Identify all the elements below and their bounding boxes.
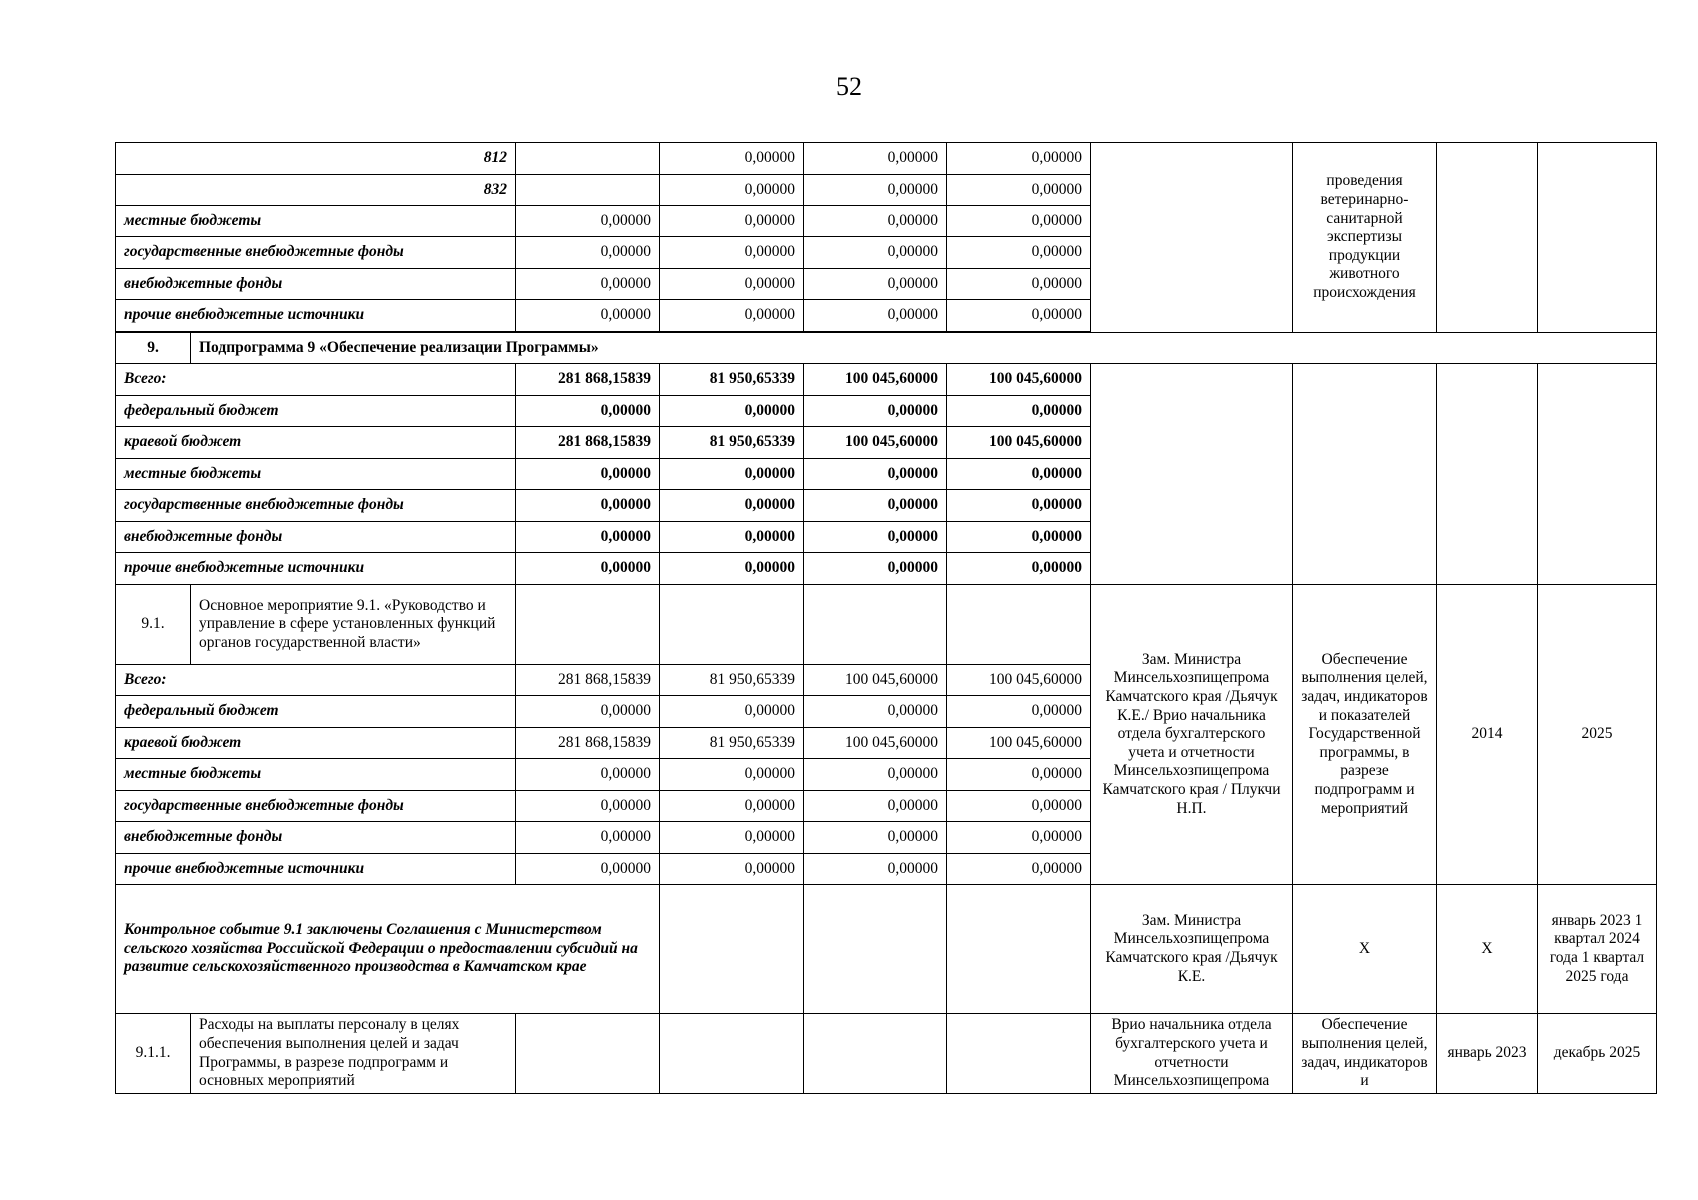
activity-row bbox=[116, 1014, 1657, 1094]
control-event-text: Контрольное событие 9.1 заключены Соглашения с Министерством сельского хозяйства Российской Федерации о предоставлении субсидий на развитие сельскохозяйственного производства в Камчатском крае bbox=[116, 885, 660, 1014]
table-row: федеральный бюджет 0,00000 0,00000 0,00000 0,00000 bbox=[116, 396, 1657, 427]
table-row: прочие внебюджетные источники 0,00000 0,00000 0,00000 0,00000 bbox=[116, 854, 1657, 885]
table-row: государственные внебюджетные фонды 0,00000 0,00000 0,00000 0,00000 bbox=[116, 237, 1657, 269]
table-row: внебюджетные фонды 0,00000 0,00000 0,00000 0,00000 bbox=[116, 269, 1657, 300]
table-row: 812 0,00000 0,00000 0,00000 проведения ветеринарно-санитарной экспертизы продукции животного происхождения bbox=[116, 143, 1657, 175]
table-row: местные бюджеты 0,00000 0,00000 0,00000 0,00000 bbox=[116, 759, 1657, 791]
table-row: внебюджетные фонды 0,00000 0,00000 0,00000 0,00000 bbox=[116, 822, 1657, 854]
responsible-cell: Зам. Министра Минсельхозпищепрома Камчатского края /Дьячук К.Е. bbox=[1091, 885, 1293, 1014]
table-row: государственные внебюджетные фонды 0,00000 0,00000 0,00000 0,00000 bbox=[116, 490, 1657, 522]
table-row: краевой бюджет 281 868,15839 81 950,65339 100 045,60000 100 045,60000 bbox=[116, 427, 1657, 459]
table-row: местные бюджеты 0,00000 0,00000 0,00000 0,00000 bbox=[116, 459, 1657, 490]
table-row: местные бюджеты 0,00000 0,00000 0,00000 0,00000 bbox=[116, 206, 1657, 237]
activity-title: Основное мероприятие 9.1. «Руководство и управление в сфере установленных функций органов государственной власти» bbox=[191, 585, 516, 665]
table-row: прочие внебюджетные источники 0,00000 0,00000 0,00000 0,00000 bbox=[116, 553, 1657, 585]
activity-number: 9.1.1. bbox=[116, 1014, 191, 1094]
table-row: федеральный бюджет 0,00000 0,00000 0,00000 0,00000 bbox=[116, 696, 1657, 728]
responsible-cell: Врио начальника отдела бухгалтерского учета и отчетности Минсельхозпищепрома bbox=[1091, 1014, 1293, 1094]
goal-cell: Обеспечение выполнения целей, задач, индикаторов и показателей Государственной программы, в разрезе подпрограмм и мероприятий bbox=[1293, 585, 1437, 885]
responsible-cell: Зам. Министра Минсельхозпищепрома Камчатского края /Дьячук К.Е./ Врио начальника отдела бухгалтерского учета и отчетности Минсельхозпищепрома Камчатского края / Плукчи Н.П. bbox=[1091, 585, 1293, 885]
start-date: январь 2023 bbox=[1437, 1014, 1538, 1094]
end-date: декабрь 2025 bbox=[1538, 1014, 1657, 1094]
start-date: 2014 bbox=[1437, 585, 1538, 885]
subprogram-title: Подпрограмма 9 «Обеспечение реализации Программы» bbox=[191, 333, 1657, 364]
activity-row bbox=[116, 585, 1657, 665]
code-cell: 812 bbox=[116, 143, 516, 175]
start-date: Х bbox=[1437, 885, 1538, 1014]
subprogram-row bbox=[116, 333, 1657, 364]
table-row: государственные внебюджетные фонды 0,00000 0,00000 0,00000 0,00000 bbox=[116, 791, 1657, 822]
goal-cell: Х bbox=[1293, 885, 1437, 1014]
goal-cell: проведения ветеринарно-санитарной экспертизы продукции животного происхождения bbox=[1293, 143, 1437, 333]
budget-table bbox=[115, 142, 1657, 1094]
goal-cell: Обеспечение выполнения целей, задач, индикаторов и bbox=[1293, 1014, 1437, 1094]
table-row: прочие внебюджетные источники 0,00000 0,00000 0,00000 0,00000 bbox=[116, 300, 1657, 332]
subprogram-number: 9. bbox=[116, 333, 191, 364]
table-row: Всего: 281 868,15839 81 950,65339 100 045,60000 100 045,60000 bbox=[116, 665, 1657, 696]
end-date: 2025 bbox=[1538, 585, 1657, 885]
page-number: 52 bbox=[836, 72, 862, 101]
table-row: краевой бюджет 281 868,15839 81 950,65339 100 045,60000 100 045,60000 bbox=[116, 728, 1657, 759]
responsible-cell bbox=[1091, 143, 1293, 333]
control-event-row bbox=[116, 885, 1657, 1014]
activity-title: Расходы на выплаты персоналу в целях обеспечения выполнения целей и задач Программы, в разрезе подпрограмм и основных мероприятий bbox=[191, 1014, 516, 1094]
table-row: внебюджетные фонды 0,00000 0,00000 0,00000 0,00000 bbox=[116, 522, 1657, 553]
end-date: январь 2023 1 квартал 2024 года 1 квартал 2025 года bbox=[1538, 885, 1657, 1014]
code-cell: 832 bbox=[116, 175, 516, 206]
activity-number: 9.1. bbox=[116, 585, 191, 665]
table-row: 832 0,00000 0,00000 0,00000 bbox=[116, 175, 1657, 206]
table-row: Всего: 281 868,15839 81 950,65339 100 045,60000 100 045,60000 bbox=[116, 364, 1657, 396]
